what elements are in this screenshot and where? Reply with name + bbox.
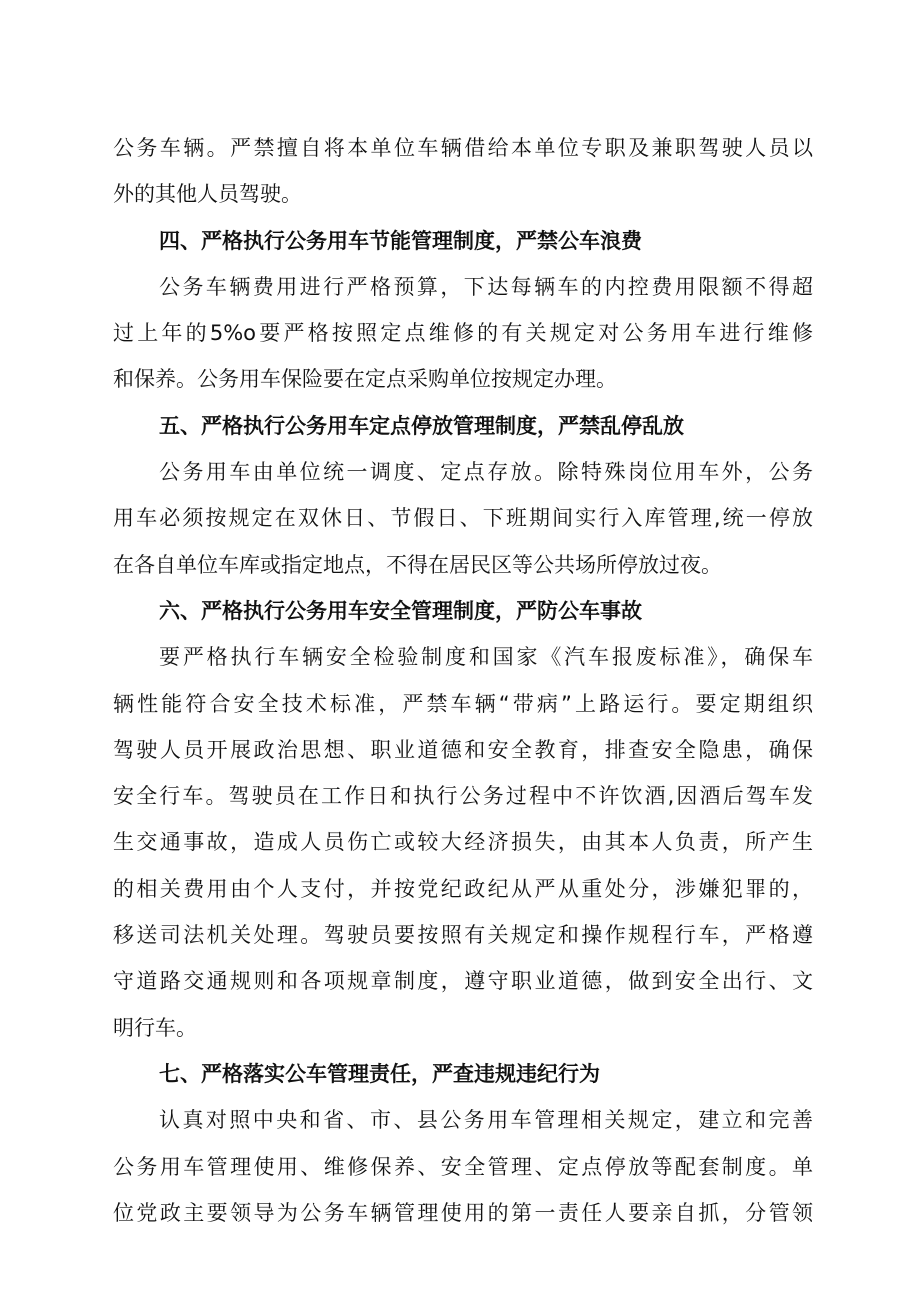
- body-line: 辆性能符合安全技术标准，严禁车辆“带病”上路运行。要定期组织: [113, 691, 813, 716]
- body-line: 公务用车管理使用、维修保养、安全管理、定点停放等配套制度。单: [113, 1154, 813, 1179]
- body-line: 过上年的5%o要严格按照定点维修的有关规定对公务用车进行维修: [113, 321, 813, 346]
- body-line: 位党政主要领导为公务车辆管理使用的第一责任人要亲自抓，分管领: [113, 1200, 813, 1225]
- body-line: 驾驶人员开展政治思想、职业道德和安全教育，排查安全隐患，确保: [113, 737, 813, 762]
- body-line: 认真对照中央和省、市、县公务用车管理相关规定，建立和完善: [159, 1108, 813, 1133]
- section-heading-4: 四、严格执行公务用车节能管理制度，严禁公车浪费: [159, 228, 642, 253]
- body-line: 用车必须按规定在双休日、节假日、下班期间实行入库管理,统一停放: [113, 506, 813, 531]
- section-heading-5: 五、严格执行公务用车定点停放管理制度，严禁乱停乱放: [159, 413, 684, 438]
- document-page: [113, 125, 813, 1236]
- body-line: 生交通事故，造成人员伤亡或较大经济损失，由其本人负责，所产生: [113, 830, 813, 855]
- body-line: 明行车。: [113, 1015, 197, 1040]
- body-line: 外的其他人员驾驶。: [113, 182, 302, 207]
- body-line: 的相关费用由个人支付，并按党纪政纪从严从重处分，涉嫌犯罪的，: [113, 876, 813, 901]
- body-line: 守道路交通规则和各项规章制度，遵守职业道德，做到安全出行、文: [113, 969, 813, 994]
- body-line: 要严格执行车辆安全检验制度和国家《汽车报废标准》，确保车: [159, 645, 813, 670]
- body-line: 安全行车。驾驶员在工作日和执行公务过程中不许饮酒,因酒后驾车发: [113, 784, 813, 809]
- body-line: 公务用车由单位统一调度、定点存放。除特殊岗位用车外，公务: [159, 460, 813, 485]
- section-heading-6: 六、严格执行公务用车安全管理制度，严防公车事故: [159, 598, 642, 623]
- body-line: 和保养。公务用车保险要在定点采购单位按规定办理。: [113, 367, 617, 392]
- body-line: 移送司法机关处理。驾驶员要按照有关规定和操作规程行车，严格遵: [113, 923, 813, 948]
- body-line: 公务车辆。严禁擅自将本单位车辆借给本单位专职及兼职驾驶人员以: [113, 136, 813, 160]
- body-line: 在各自单位车库或指定地点，不得在居民区等公共场所停放过夜。: [113, 552, 722, 577]
- section-heading-7: 七、严格落实公车管理责任，严查违规违纪行为: [159, 1061, 600, 1086]
- body-line: 公务车辆费用进行严格预算，下达每辆车的内控费用限额不得超: [159, 274, 813, 299]
